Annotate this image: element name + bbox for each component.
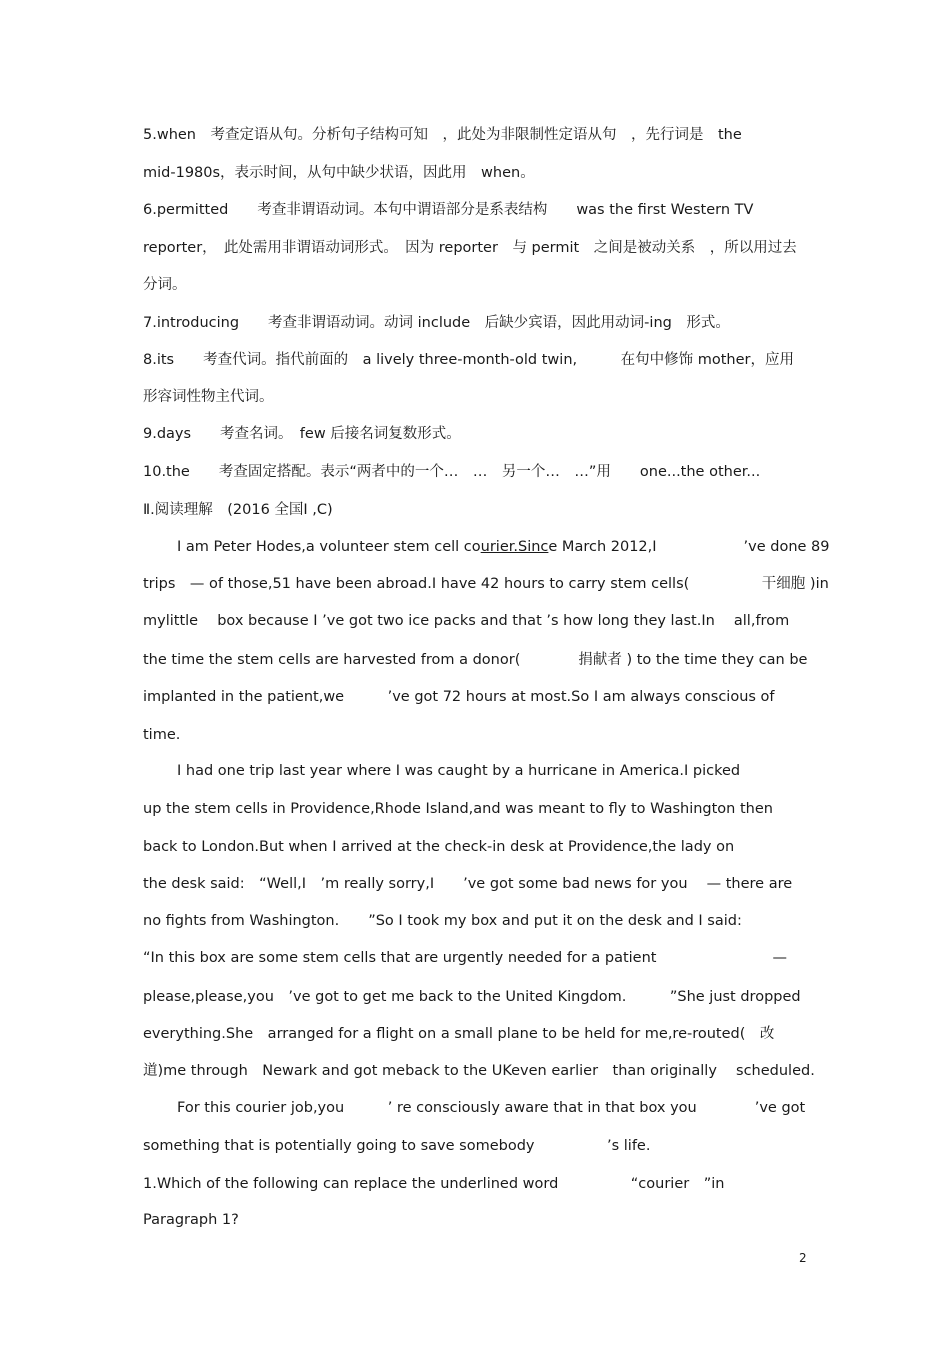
passage-line: time.: [143, 727, 181, 743]
answer-line: 形容词性物主代词。: [143, 389, 274, 405]
answer-line: 分词。: [143, 277, 187, 293]
passage-line: something that is potentially going to save somebody ’s life.: [143, 1138, 651, 1154]
passage-line: For this courier job,you ’ re consciously aware that in that box you ’ve got: [177, 1100, 806, 1116]
passage-line: everything.She arranged for a flight on a small plane to be held for me,re-routed( 改: [143, 1026, 775, 1042]
passage-text: e March 2012,I ’ve done 89: [548, 539, 830, 555]
passage-line: trips — of those,51 have been abroad.I have 42 hours to carry stem cells( 干细胞 )in: [143, 576, 829, 592]
answer-line: mid-1980s，表示时间，从句中缺少状语，因此用 when。: [143, 165, 535, 181]
answer-line: 8.its 考查代词。指代前面的 a lively three-month-old twin, 在句中修饰 mother，应用: [143, 352, 794, 368]
answer-line: 10.the 考查固定搭配。表示“两者中的一个… … 另一个… …”用 one...the other...: [143, 464, 761, 480]
passage-line: the desk said: “Well,I ’m really sorry,I ’ve got some bad news for you — there are: [143, 876, 793, 892]
passage-line: [177, 537, 888, 557]
passage-line: mylittle box because I ’ve got two ice packs and that ’s how long they last.In all,from: [143, 613, 790, 629]
answer-line: 5.when 考查定语从句。分析句子结构可知 ，此处为非限制性定语从句 ，先行词是 the: [143, 127, 742, 143]
passage-line: no fights from Washington. ”So I took my box and put it on the desk and I said:: [143, 913, 742, 929]
passage-line: implanted in the patient,we ’ve got 72 hours at most.So I am always conscious of: [143, 689, 775, 705]
passage-line: please,please,you ’ve got to get me back to the United Kingdom. ”She just dropped: [143, 989, 801, 1005]
answer-line: 9.days 考查名词。 few 后接名词复数形式。: [143, 426, 461, 442]
passage-line: 道)me through Newark and got meback to the UKeven earlier than originally scheduled.: [143, 1063, 815, 1079]
passage-line: up the stem cells in Providence,Rhode Island,and was meant to fly to Washington then: [143, 801, 773, 817]
question-line: 1.Which of the following can replace the underlined word “courier ”in: [143, 1176, 725, 1192]
passage-line: the time the stem cells are harvested from a donor( 捐献者 ) to the time they can be: [143, 652, 808, 668]
answer-line: 6.permitted 考查非谓语动词。本句中谓语部分是系表结构 was the first Western TV: [143, 202, 754, 218]
passage-text: I am Peter Hodes,a volunteer stem cell co: [177, 539, 481, 555]
passage-line: I had one trip last year where I was caught by a hurricane in America.I picked: [177, 763, 741, 779]
answer-line: 7.introducing 考查非谓语动词。动词 include 后缺少宾语，因此用动词-ing 形式。: [143, 315, 730, 331]
underlined-word: urier.Sinc: [480, 539, 549, 555]
passage-line: “In this box are some stem cells that are urgently needed for a patient —: [143, 950, 787, 966]
question-line: Paragraph 1?: [143, 1212, 239, 1228]
passage-line: back to London.But when I arrived at the check-in desk at Providence,the lady on: [143, 839, 735, 855]
answer-line: reporter， 此处需用非谓语动词形式。 因为 reporter 与 permit 之间是被动关系 ，所以用过去: [143, 240, 797, 256]
section-heading: Ⅱ.阅读理解 (2016 全国Ⅰ ,C): [143, 502, 333, 518]
page-number: 2: [799, 1251, 807, 1265]
